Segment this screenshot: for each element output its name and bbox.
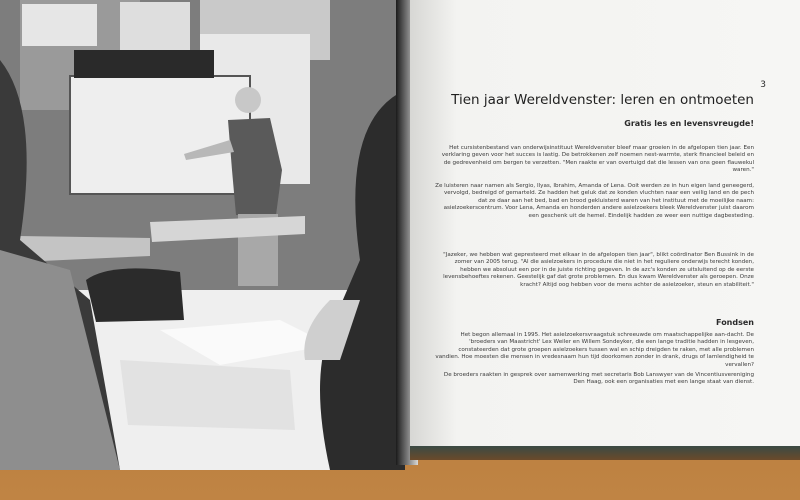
classroom-photo-icon (0, 0, 405, 470)
paragraph-quote: "Jazeker, we hebben wat gepresteerd met elkaar in de afgelopen tien jaar", blikt coördinator Ben Bussink in de zomer van 2005 terug. "Al die asielzoekers in procedure die niet in het reguliere onderwijs terecht konden, hebben we absoluut een por in de juiste richting gegeven. In de azc's konden ze uitsluitend op de eerste levensbehoeftes rekenen. Geestelijk gaf dat grote problemen. En dus kwam Wereldvenster als geroepen. Onze kracht? Altijd oog hebben voor de mens achter de asielzoeker, steun en stabiliteit." (443, 252, 754, 288)
paragraph-broeders: De broeders raakten in gesprek over samenwerking met secretaris Bob Lanswyer van de Vincentiusvereniging Den Haag, ook een organisaties met een lange staat van dienst. (443, 372, 754, 386)
page-title: Tien jaar Wereldvenster: leren en ontmoeten (451, 92, 754, 108)
section-subtitle-fondsen: Fondsen (716, 318, 754, 327)
page-number: 3 (760, 80, 766, 90)
text-page (410, 0, 800, 450)
section-subtitle: Gratis les en levensvreugde! (624, 119, 754, 128)
paragraph-names: Ze luisteren naar namen als Sergio, Ilyas, Ibrahim, Amanda of Lena. Ooit werden ze in hun eigen land geneegerd, vervolgd, bedreigd of gemarteld. Ze hadden het geluk dat ze konden vluchten naar een veilig land en de pech dat ze daar aan het bed, bad en brood gekluisterd waren van het instituut met de moeilijke naam: asielzoekerscentrum. Voor Lena, Amanda en honderden andere asielzoekers bleek Wereldvenster juist daarom een geschenk uit de hemel. Eindelijk hadden ze weer een nuttige dagbesteding. (435, 183, 754, 219)
page-edge (410, 446, 800, 460)
paragraph-history: Het begon allemaal in 1995. Het asielzoekersvraagstuk schreeuwde om maatschappelijke aan-dacht. De 'broeders van Maastricht' Lex Weiler en Willem Sondeyker, die een lange traditie hadden in lesgeven, constateerden dat grote groepen asielzoekers tussen wal en schip dreigden te raken, met alle problemen vandien. Hoe moesten die mensen in vredesnaam hun tijd doorkomen zonder in drank, drugs of lamlendigheid te vervallen? (435, 332, 754, 368)
paragraph-intro: Het cursistenbestand van onderwijsinstituut Wereldvenster bleef maar groeien in de afgelopen tien jaar. Een verklaring geven voor het succes is lastig. De betrokkenen zelf noemen nest-warmte, sterk financieel beleid en de gedrevenheid om bergen te verzetten. "Men raakte er van overtuigd dat die lessen van ons geen flauwekul waren." (441, 145, 754, 174)
classroom-photo (0, 0, 405, 470)
